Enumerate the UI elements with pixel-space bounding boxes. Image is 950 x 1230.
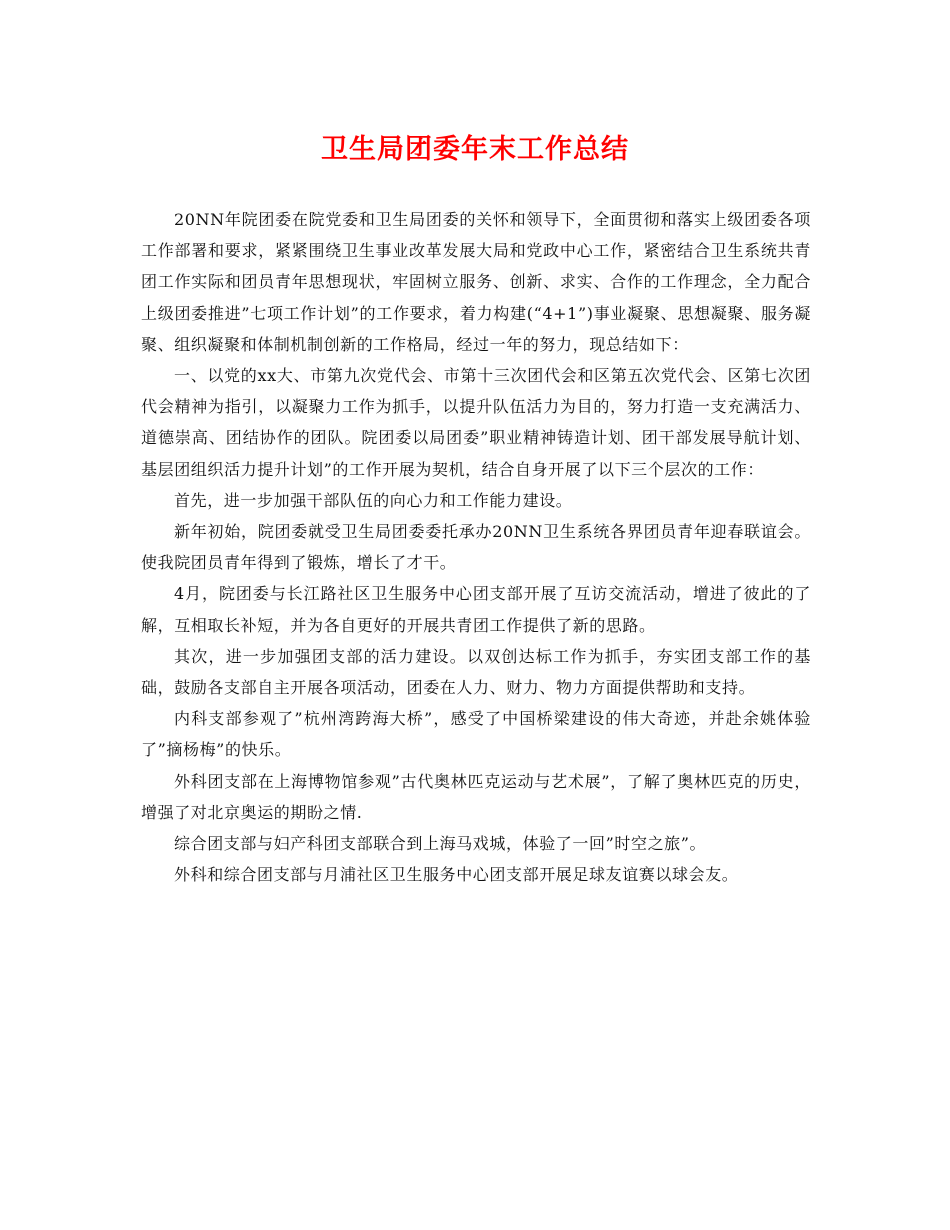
paragraph: 外科和综合团支部与月浦社区卫生服务中心团支部开展足球友谊赛以球会友。	[174, 865, 739, 885]
paragraph: 新年初始，院团委就受卫生局团委委托承办20NN卫生系统各界团员青年迎春联谊会。使我院团员青年得到了锻炼，增长了才干。	[141, 522, 811, 573]
paragraph: 其次，进一步加强团支部的活力建设。以双创达标工作为抓手，夯实团支部工作的基础，鼓励各支部自主开展各项活动，团委在人力、财力、物力方面提供帮助和支持。	[141, 646, 811, 698]
paragraph: 20NN年院团委在院党委和卫生局团委的关怀和领导下，全面贯彻和落实上级团委各项工作部署和要求，紧紧围绕卫生事业改革发展大局和党政中心工作，紧密结合卫生系统共青团工作实际和团员青年思想现状，牢固树立服务、创新、求实、合作的工作理念，全力配合上级团委推进”七项工作计划”的工作要求，着力构建(“4+1”)事业凝聚、思想凝聚、服务凝聚、组织凝聚和体制机制创新的工作格局，经过一年的努力，现总结如下：	[141, 210, 811, 354]
paragraph: 外科团支部在上海博物馆参观”古代奥林匹克运动与艺术展”，了解了奥林匹克的历史，增强了对北京奥运的期盼之情.	[141, 771, 811, 822]
document-title: 卫生局团委年末工作总结	[321, 134, 629, 165]
paragraph: 综合团支部与妇产科团支部联合到上海马戏城，体验了一回”时空之旅”。	[174, 834, 707, 854]
paragraph: 一、以党的xx大、市第九次党代会、市第十三次团代会和区第五次党代会、区第七次团代会精神为指引，以凝聚力工作为抓手，以提升队伍活力为目的，努力打造一支充满活力、道德崇高、团结协作的团队。院团委以局团委”职业精神铸造计划、团干部发展导航计划、基层团组织活力提升计划”的工作开展为契机，结合自身开展了以下三个层次的工作：	[141, 366, 811, 479]
document-body	[141, 204, 811, 890]
paragraph: 4月，院团委与长江路社区卫生服务中心团支部开展了互访交流活动，增进了彼此的了解，互相取长补短，并为各自更好的开展共青团工作提供了新的思路。	[141, 584, 811, 635]
paragraph: 首先，进一步加强干部队伍的向心力和工作能力建设。	[174, 490, 573, 510]
paragraph: 内科支部参观了”杭州湾跨海大桥”，感受了中国桥梁建设的伟大奇迹，并赴余姚体验了”摘杨梅”的快乐。	[141, 709, 811, 760]
